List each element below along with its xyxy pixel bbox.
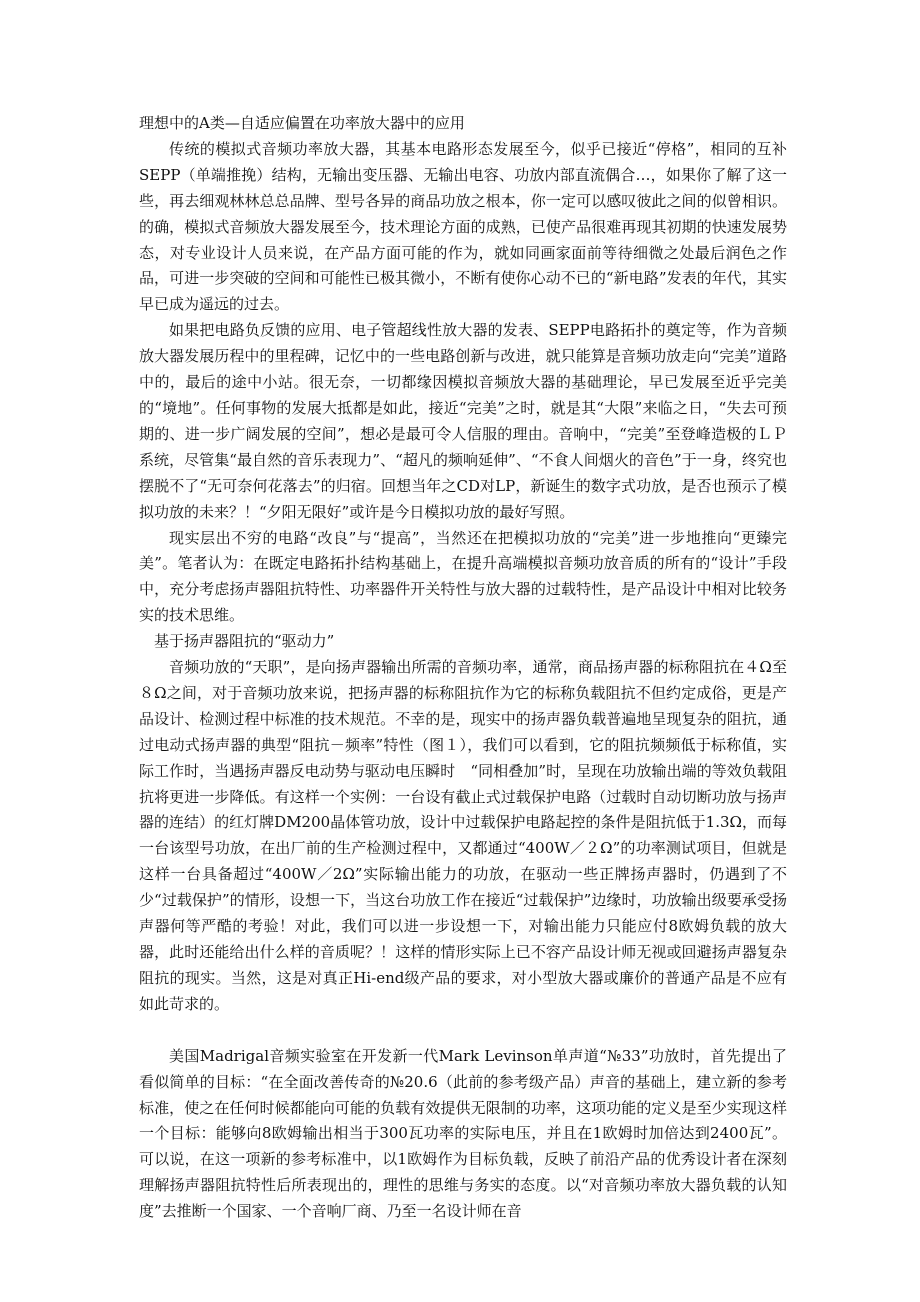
paragraph-1: 传统的模拟式音频功率放大器，其基本电路形态发展至今，似乎已接近“停格”，相同的互补SEPP（单端推挽）结构，无输出变压器、无输出电容、功放内部直流偶合…，如果你了解了这一些，再去细观林林总总品牌、型号各异的商品功放之根本，你一定可以感叹彼此之间的似曾相识。的确，模拟式音频放大器发展至今，技术理论方面的成熟，已使产品很难再现其初期的快速发展势态，对专业设计人员来说，在产品方面可能的作为，就如同画家面前等待细微之处最后润色之作品，可进一步突破的空间和可能性已极其微小，不断有使你心动不已的“新电路”发表的年代，其实早已成为遥远的过去。 [139, 139, 787, 314]
document-title: 理想中的A类—自适应偏置在功率放大器中的应用 [139, 114, 465, 132]
paragraph-3: 现实层出不穷的电路“改良”与“提高”，当然还在把模拟功放的“完美”进一步地推向“更臻完美”。笔者认为：在既定电路拓扑结构基础上，在提升高端模拟音频功放音质的所有的“设计”手段中，充分考虑扬声器阻抗特性、功率器件开关特性与放大器的过载特性，是产品设计中相对比较务实的技术思维。 [139, 528, 787, 625]
paragraph-4: 音频功放的“天职”，是向扬声器输出所需的音频功率，通常，商品扬声器的标称阻抗在４Ω至８Ω之间，对于音频功放来说，把扬声器的标称阻抗作为它的标称负载阻抗不但约定成俗，更是产品设计、检测过程中标准的技术规范。不幸的是，现实中的扬声器负载普遍地呈现复杂的阻抗，通过电动式扬声器的典型“阻抗－频率”特性（图１），我们可以看到，它的阻抗频频低于标称值，实际工作时，当遇扬声器反电动势与驱动电压瞬时 “同相叠加”时，呈现在功放输出端的等效负载阻抗将更进一步降低。有这样一个实例：一台设有截止式过载保护电路（过载时自动切断功放与扬声器的连结）的红灯牌DM200晶体管功放，设计中过载保护电路起控的条件是阻抗低于1.3Ω，而每一台该型号功放，在出厂前的生产检测过程中，又都通过“400W／２Ω”的功率测试项目，但就是这样一台具备超过“400W／2Ω”实际输出能力的功放，在驱动一些正牌扬声器时，仍遇到了不少“过载保护”的情形，设想一下，当这台功放工作在接近“过载保护”边缘时，功放输出级要承受扬声器何等严酷的考验！对此，我们可以进一步设想一下，对输出能力只能应付8欧姆负载的放大器，此时还能给出什么样的音质呢？！这样的情形实际上已不容产品设计师无视或回避扬声器复杂阻抗的现实。当然，这是对真正Hi-end级产品的要求，对小型放大器或廉价的普通产品是不应有如此苛求的。 [139, 658, 787, 1013]
section-heading: 基于扬声器阻抗的“驱动力” [154, 632, 335, 651]
paragraph-spacer [139, 1018, 787, 1044]
paragraph-5: 美国Madrigal音频实验室在开发新一代Mark Levinson单声道“№33”功放时，首先提出了看似简单的目标：“在全面改善传奇的№20.6（此前的参考级产品）声音的基础上，建立新的参考标准，使之在任何时候都能向可能的负载有效提供无限制的功率，这项功能的定义是至少实现这样一个目标：能够向8欧姆输出相当于300瓦功率的实际电压，并且在1欧姆时加倍达到2400瓦”。可以说，在这一项新的参考标准中，以1欧姆作为目标负载，反映了前沿产品的优秀设计者在深刻理解扬声器阻抗特性后所表现出的，理性的思维与务实的态度。以“对音频功率放大器负载的认知度”去推断一个国家、一个音响厂商、乃至一名设计师在音 [139, 1046, 787, 1221]
paragraph-2: 如果把电路负反馈的应用、电子管超线性放大器的发表、SEPP电路拓扑的奠定等，作为音频放大器发展历程中的里程碑，记忆中的一些电路创新与改进，就只能算是音频功放走向“完美”道路中的，最后的途中小站。很无奈，一切都缘因模拟音频放大器的基础理论，早已发展至近乎完美的“境地”。任何事物的发展大抵都是如此，接近“完美”之时，就是其“大限”来临之日，“失去可预期的、进一步广阔发展的空间”，想必是最可令人信服的理由。音响中，“完美”至登峰造极的ＬＰ系统，尽管集“最自然的音乐表现力”、“超凡的频响延伸”、“不食人间烟火的音色”于一身，终究也摆脱不了“无可奈何花落去”的归宿。回想当年之CD对LP，新诞生的数字式功放，是否也预示了模拟功放的未来？！“夕阳无限好”或许是今日模拟功放的最好写照。 [139, 321, 787, 521]
document-body [139, 111, 787, 1225]
